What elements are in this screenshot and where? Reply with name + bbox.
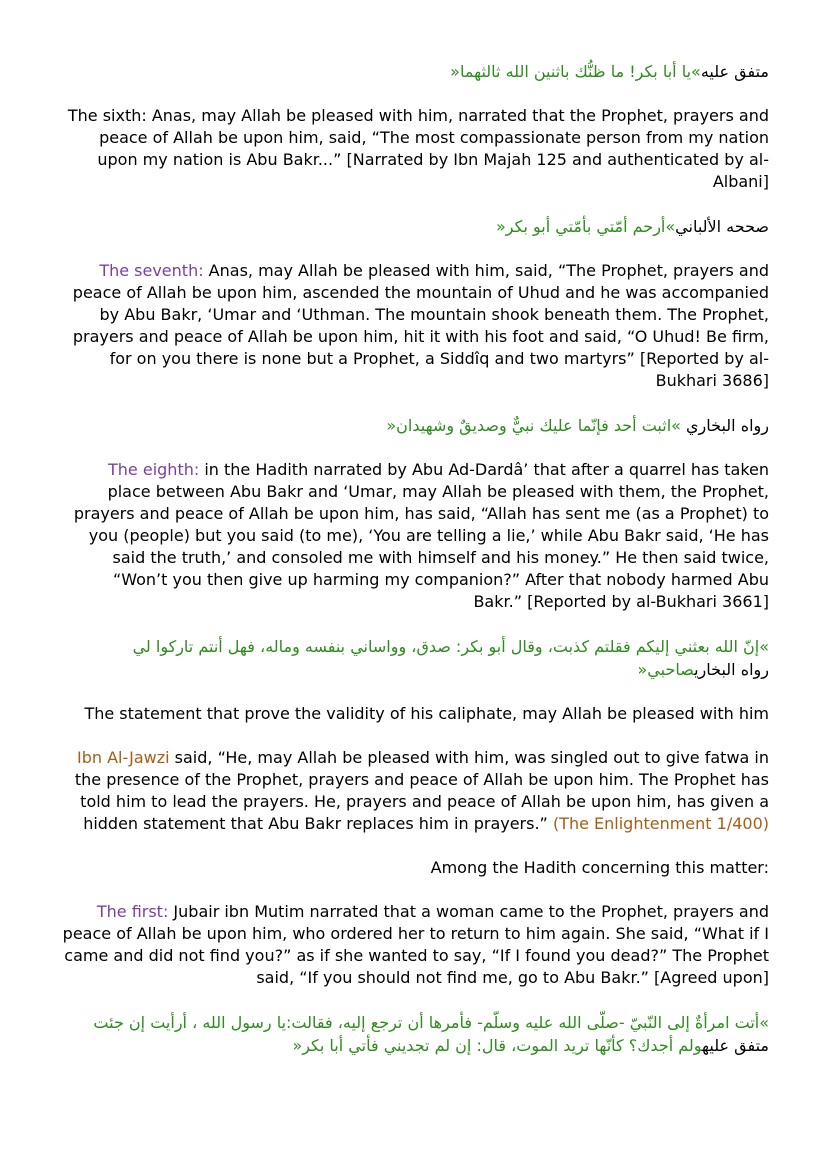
arabic-hadith-3 <box>60 414 769 437</box>
arabic-quote: »يا أبا بكر! ما ظنُّك باثنين الله ثالثهما« <box>450 62 701 81</box>
paragraph-seventh <box>60 260 769 392</box>
paragraph-first <box>60 901 769 989</box>
arabic-quote: »أرحم أمّتي بأمّتي أبو بكر« <box>496 217 676 236</box>
arabic-hadith-2 <box>60 215 769 238</box>
arabic-hadith-5 <box>60 1011 769 1057</box>
arabic-quote: »اثبت أحد فإنّما عليك نبيٌّ وصديقٌ وشهيدان« <box>386 416 681 435</box>
paragraph-body: said, “He, may Allah be pleased with him, was singled out to give fatwa in the presence of the Prophet, prayers and peace of Allah be upon him. The Prophet has told him to lead the prayers. He, prayers and peace of Allah be upon him, has given a hidden statement that Abu Bakr replaces him in prayers.” <box>74 748 769 833</box>
paragraph-eighth <box>60 459 769 613</box>
paragraph-among: Among the Hadith concerning this matter: <box>430 858 769 877</box>
paragraph-ibn-al-jawzi <box>60 747 769 835</box>
arabic-quote-line-1: »إنّ الله بعثني إليكم فقلتم كذبت، وقال أبو بكر: صدق، وواساني بنفسه وماله، فهل أنتم تاركوا لي <box>132 637 769 656</box>
arabic-source-tag: متفق عليه <box>700 62 769 81</box>
paragraph-caliphate: The statement that prove the validity of his caliphate, may Allah be pleased with him <box>84 704 769 723</box>
paragraph-sixth: The sixth: Anas, may Allah be pleased with him, narrated that the Prophet, prayers and peace of Allah be upon him, said, “The most compassionate person from my nation upon my nation is Abu Bakr...” [Narrated by Ibn Majah 125 and authenticated by al-Albani] <box>67 106 769 191</box>
section-label: The first: <box>96 902 169 921</box>
section-label: The eighth: <box>108 460 200 479</box>
paragraph-body: in the Hadith narrated by Abu Ad-Dardâ’ that after a quarrel has taken place between Abu Bakr and ‘Umar, may Allah be pleased with them, the Prophet, prayers and peace of Allah be upon him, has said, “Allah has sent me (as a Prophet) to you (people) but you said (to me), ‘You are telling a lie,’ while Abu Bakr said, ‘He has said the truth,’ and consoled me with himself and his money.” He then said twice, “Won’t you then give up harming my companion?” After that nobody harmed Abu Bakr.” [Reported by al-Bukhari 3661] <box>73 460 769 611</box>
arabic-hadith-4 <box>60 635 769 681</box>
author-label: Ibn Al-Jawzi <box>76 748 170 767</box>
arabic-source-tag: صححه الألباني <box>675 217 769 236</box>
arabic-quote-line-2: ولم أجدك؟ كأنّها تريد الموت، قال: إن لم تجديني فأتي أبا بكر« <box>292 1036 703 1055</box>
paragraph-body: Anas, may Allah be pleased with him, said, “The Prophet, prayers and peace of Allah be upon him, ascended the mountain of Uhud and he was accompanied by Abu Bakr, ‘Umar and ‘Uthman. The mountain shook beneath them. The Prophet, prayers and peace of Allah be upon him, hit it with his foot and said, “O Uhud! Be firm, for on you there is none but a Prophet, a Siddîq and two martyrs” [Reported by al-Bukhari 3686] <box>72 261 769 390</box>
section-label: The seventh: <box>99 261 204 280</box>
arabic-source-tag: متفق عليه <box>702 1036 769 1055</box>
citation: (The Enlightenment 1/400) <box>552 814 769 833</box>
arabic-hadith-1 <box>60 60 769 83</box>
paragraph-body: Jubair ibn Mutim narrated that a woman came to the Prophet, prayers and peace of Allah be upon him, who ordered her to return to him again. She said, “What if I came and did not find you?” as if she wanted to say, “If I found you dead?” The Prophet said, “If you should not find me, go to Abu Bakr.” [Agreed upon] <box>62 902 769 987</box>
arabic-source-tag: رواه البخاري <box>694 660 769 679</box>
arabic-source-tag: رواه البخاري <box>680 416 769 435</box>
arabic-quote-line-1: »أتت امرأةٌ إلى النّبيّ -صلّى الله عليه وسلّم- فأمرها أن ترجع إليه، فقالت:يا رسول الله ، أرأيت إن جئت <box>93 1013 769 1032</box>
arabic-quote-line-2: صاحبي« <box>637 660 695 679</box>
